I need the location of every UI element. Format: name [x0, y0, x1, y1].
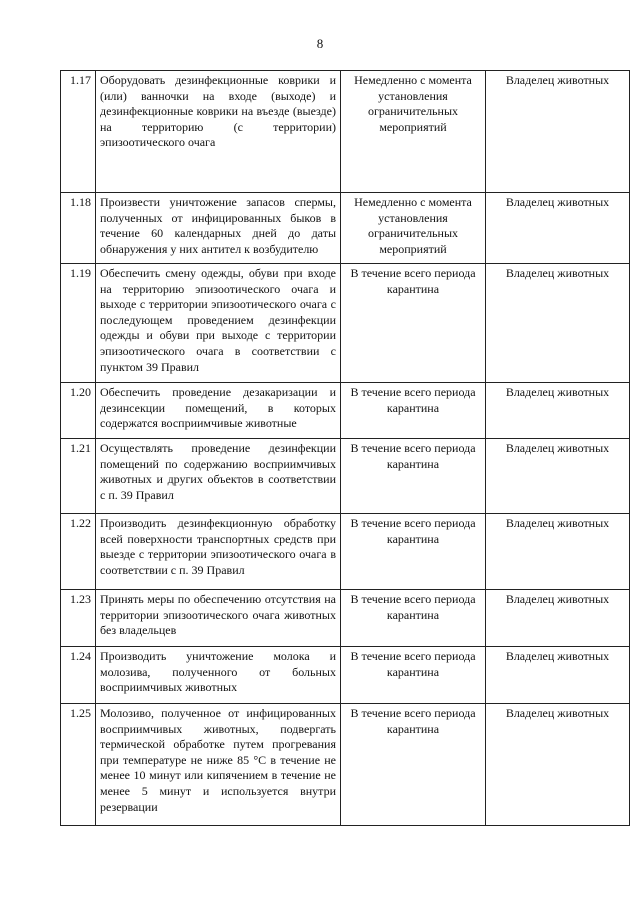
table-row	[61, 590, 630, 647]
row-number: 1.20	[61, 383, 96, 439]
row-number: 1.25	[61, 704, 96, 826]
measures-table	[60, 70, 630, 826]
row-action: Обеспечить смену одежды, обуви при входе на территорию эпизоотического очага и выходе с территории эпизоотического очага с последующем проведением дезинфекции одежды и обуви при выходе с территории эпизоотического очага в соответствии с пунктом 39 Правил	[96, 264, 341, 383]
table-row	[61, 71, 630, 193]
row-term: Немедленно с момента установления ограничительных мероприятий	[341, 193, 486, 264]
row-responsible: Владелец животных	[486, 439, 630, 514]
row-action: Производить уничтожение молока и молозива, полученного от больных восприимчивых животных	[96, 647, 341, 704]
row-action: Осуществлять проведение дезинфекции помещений по содержанию восприимчивых животных и других объектов в соответствии с п. 39 Правил	[96, 439, 341, 514]
row-term: В течение всего периода карантина	[341, 439, 486, 514]
row-term: В течение всего периода карантина	[341, 383, 486, 439]
table-row	[61, 704, 630, 826]
row-responsible: Владелец животных	[486, 647, 630, 704]
row-term: В течение всего периода карантина	[341, 704, 486, 826]
row-action: Принять меры по обеспечению отсутствия на территории эпизоотического очага животных без владельцев	[96, 590, 341, 647]
table-row	[61, 439, 630, 514]
row-responsible: Владелец животных	[486, 193, 630, 264]
table-row	[61, 264, 630, 383]
row-responsible: Владелец животных	[486, 704, 630, 826]
row-number: 1.21	[61, 439, 96, 514]
row-term: В течение всего периода карантина	[341, 264, 486, 383]
row-responsible: Владелец животных	[486, 264, 630, 383]
row-responsible: Владелец животных	[486, 514, 630, 590]
row-term: В течение всего периода карантина	[341, 514, 486, 590]
page-number: 8	[316, 36, 324, 51]
row-number: 1.18	[61, 193, 96, 264]
row-term: В течение всего периода карантина	[341, 590, 486, 647]
row-responsible: Владелец животных	[486, 590, 630, 647]
table-row	[61, 193, 630, 264]
row-number: 1.19	[61, 264, 96, 383]
table-row	[61, 383, 630, 439]
row-action: Произвести уничтожение запасов спермы, полученных от инфицированных быков в течение 60 календарных дней до даты обнаружения у них антител к возбудителю	[96, 193, 341, 264]
row-number: 1.17	[61, 71, 96, 193]
row-action: Обеспечить проведение дезакаризации и дезинсекции помещений, в которых содержатся восприимчивые животные	[96, 383, 341, 439]
row-term: Немедленно с момента установления ограничительных мероприятий	[341, 71, 486, 193]
row-action: Производить дезинфекционную обработку всей поверхности транспортных средств при выезде с территории эпизоотического очага в соответствии с п. 39 Правил	[96, 514, 341, 590]
row-action: Оборудовать дезинфекционные коврики и (или) ванночки на входе (выходе) и дезинфекционные коврики на въезде (выезде) на территорию (с территории) эпизоотического очага	[96, 71, 341, 193]
row-responsible: Владелец животных	[486, 71, 630, 193]
row-responsible: Владелец животных	[486, 383, 630, 439]
table-row	[61, 514, 630, 590]
row-action: Молозиво, полученное от инфицированных восприимчивых животных, подвергать термической обработке путем прогревания при температуре не ниже 85 °С в течение не менее 10 минут или кипячением в течение не менее 5 минут и используется внутри резервации	[96, 704, 341, 826]
row-number: 1.23	[61, 590, 96, 647]
row-term: В течение всего периода карантина	[341, 647, 486, 704]
row-number: 1.24	[61, 647, 96, 704]
row-number: 1.22	[61, 514, 96, 590]
table-row	[61, 647, 630, 704]
